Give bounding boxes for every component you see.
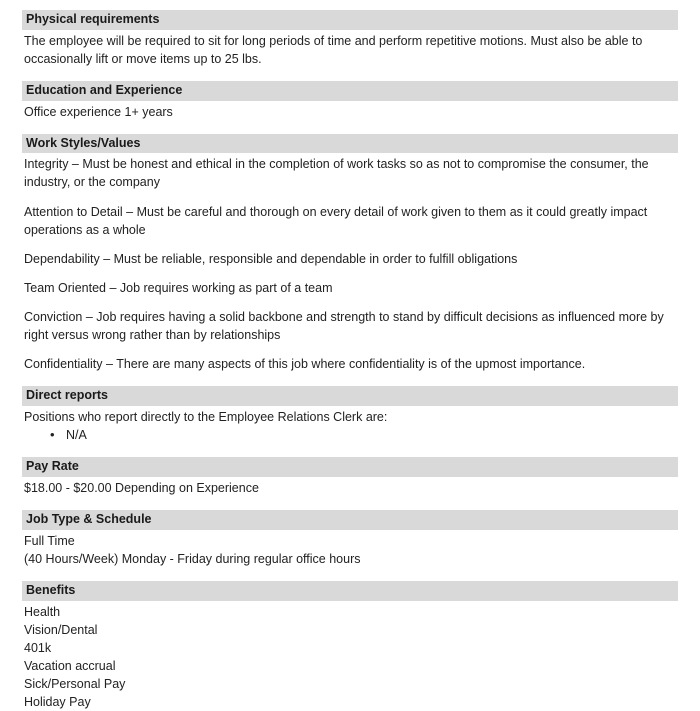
benefit-health: Health: [24, 604, 61, 619]
section-heading-pay-rate: Pay Rate: [22, 457, 678, 477]
section-paragraph-education-and-experience: Office experience 1+ years: [24, 104, 173, 119]
work-style-integrity: Integrity – Must be honest and ethical in the completion of work tasks so as not to compromise the consumer, the industry, or the company: [24, 157, 649, 190]
work-style-attention-to-detail: Attention to Detail – Must be careful and thorough on every detail of work given to them as it could greatly impact operations as a whole: [24, 204, 648, 237]
direct-reports-intro: Positions who report directly to the Employee Relations Clerk are:: [24, 410, 388, 424]
section-benefits: [22, 581, 678, 711]
list-item: • N/A: [66, 426, 678, 444]
section-direct-reports: [22, 386, 678, 444]
section-heading-physical-requirements: Physical requirements: [22, 10, 678, 30]
benefit-sick-personal-pay: Sick/Personal Pay: [24, 677, 126, 691]
section-heading-benefits: Benefits: [22, 581, 678, 601]
section-heading-work-styles-values: Work Styles/Values: [22, 134, 678, 154]
pay-rate-value: $18.00 - $20.00 Depending on Experience: [24, 480, 259, 495]
section-work-styles-values: [22, 134, 678, 374]
benefit-vision-dental: Vision/Dental: [24, 622, 98, 637]
section-heading-direct-reports: Direct reports: [22, 386, 678, 406]
section-paragraph-physical-requirements: The employee will be required to sit for long periods of time and perform repetitive motions. Must also be able to occasionally lift or move items up to 25 lbs.: [24, 33, 643, 66]
work-style-confidentiality: Confidentiality – There are many aspects of this job where confidentiality is of the upmost importance.: [24, 357, 586, 372]
section-heading-job-type-and-schedule: Job Type & Schedule: [22, 510, 678, 530]
section-physical-requirements: [22, 10, 678, 68]
direct-reports-list: [22, 426, 678, 444]
section-heading-education-and-experience: Education and Experience: [22, 81, 678, 101]
work-style-dependability: Dependability – Must be reliable, responsible and dependable in order to fulfill obligations: [24, 251, 518, 266]
section-pay-rate: [22, 457, 678, 497]
job-type-line-1: Full Time: [24, 533, 75, 548]
work-style-conviction: Conviction – Job requires having a solid backbone and strength to stand by difficult decisions as influenced more by right versus wrong rather than by relationships: [24, 310, 664, 343]
work-style-team-oriented: Team Oriented – Job requires working as part of a team: [24, 280, 333, 295]
benefit-vacation-accrual: Vacation accrual: [24, 658, 116, 673]
benefit-holiday-pay: Holiday Pay: [24, 695, 91, 710]
section-job-type-and-schedule: [22, 510, 678, 568]
job-type-line-2: (40 Hours/Week) Monday - Friday during regular office hours: [24, 551, 361, 566]
section-education-and-experience: [22, 81, 678, 121]
benefit-401k: 401k: [24, 640, 52, 655]
